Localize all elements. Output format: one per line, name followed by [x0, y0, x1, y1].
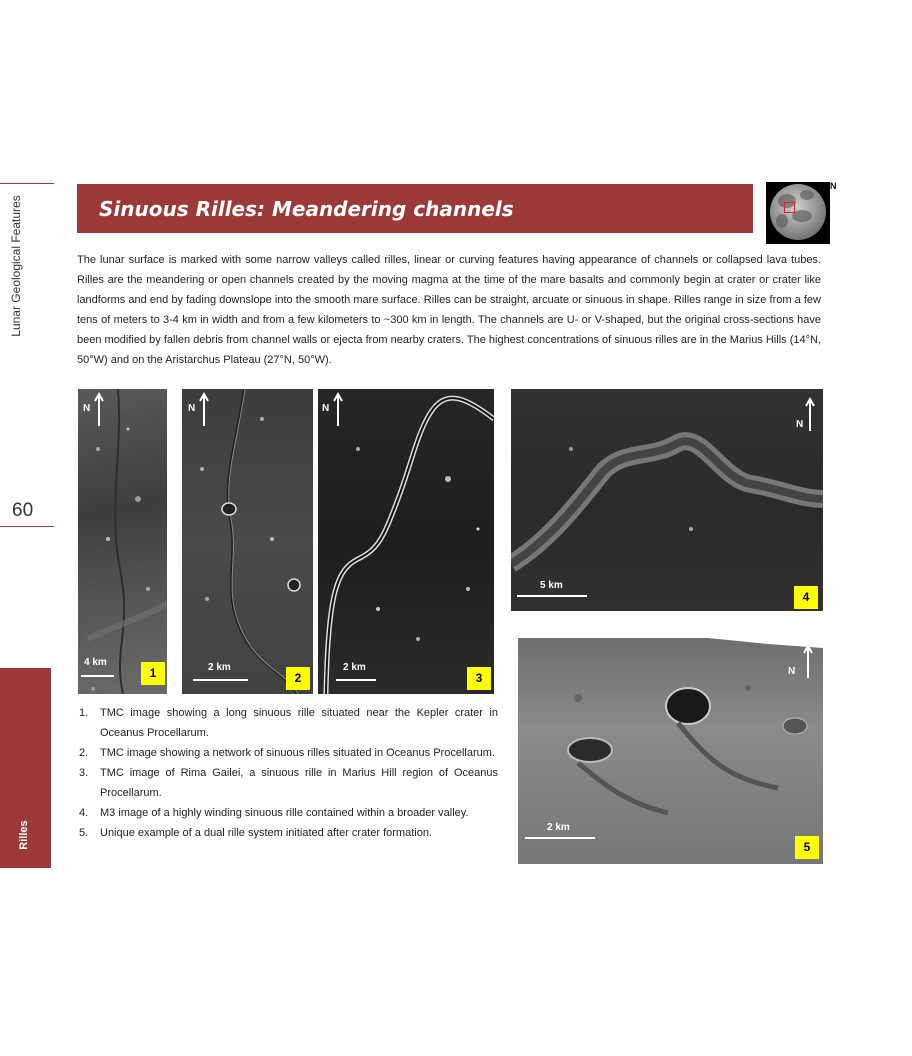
- north-label: N: [796, 419, 804, 430]
- scale-bar: [81, 675, 114, 677]
- caption-number: 2.: [79, 747, 89, 759]
- moon-disc: [770, 184, 826, 240]
- caption-text: Unique example of a dual rille system initiated after crater formation.: [100, 827, 432, 839]
- caption-item: [77, 763, 498, 803]
- north-label: N: [188, 403, 196, 414]
- scale-bar-label: 2 km: [547, 822, 570, 833]
- title-banner: [77, 184, 753, 233]
- north-arrow-icon: [199, 392, 209, 426]
- locator-north-label: N: [830, 181, 837, 191]
- scale-bar: [336, 679, 376, 681]
- caption-text: TMC image of Rima Gailei, a sinuous rille in Marius Hill region of Oceanus Procellarum.: [100, 767, 498, 799]
- page-number-rule: [0, 526, 54, 527]
- figure-3-image: [318, 389, 494, 694]
- north-arrow-icon: [94, 392, 104, 426]
- north-arrow-icon: [803, 644, 813, 678]
- figure-1-image: [78, 389, 167, 694]
- caption-number: 5.: [79, 827, 89, 839]
- moon-locator-image: [766, 182, 830, 244]
- location-marker: [784, 202, 795, 213]
- scale-bar: [193, 679, 248, 681]
- figure-number-badge: 5: [795, 836, 819, 859]
- north-arrow-icon: [333, 392, 343, 426]
- page-title: Sinuous Rilles: Meandering channels: [99, 197, 514, 221]
- scale-bar: [517, 595, 587, 597]
- lunar-surface-texture: [78, 389, 167, 694]
- caption-item: [77, 743, 498, 763]
- lunar-surface-texture: [511, 389, 823, 611]
- scale-bar-label: 4 km: [84, 657, 107, 668]
- scale-bar-label: 2 km: [208, 662, 231, 673]
- scale-bar: [525, 837, 595, 839]
- figure-number-badge: 1: [141, 662, 165, 685]
- caption-text: M3 image of a highly winding sinuous rille contained within a broader valley.: [100, 807, 469, 819]
- scale-bar-label: 2 km: [343, 662, 366, 673]
- scale-bar-label: 5 km: [540, 580, 563, 591]
- caption-number: 4.: [79, 807, 89, 819]
- figure-captions: [77, 703, 498, 843]
- intro-paragraph: The lunar surface is marked with some narrow valleys called rilles, linear or curving features having appearance of channels or collapsed lava tubes. Rilles are the meandering or open channels created by the moving magma at the time of the mare basalts and commonly begin at crater or crater like landforms and end by fading downslope into the smooth mare surface. Rilles can be straight, arcuate or sinuous in shape. Rilles range in size from a few tens of meters to 3-4 km in width and from a few kilometers to ~300 km in length. The channels are U- or V-shaped, but the original cross-sections have been modified by fallen debris from channel walls or ejecta from nearby craters. The highest concentrations of sinuous rilles are in the Marius Hills (14°N, 50°W) and on the Aristarchus Plateau (27°N, 50°W).: [77, 254, 821, 366]
- figure-2-image: [182, 389, 313, 694]
- figure-5-image: [518, 638, 823, 864]
- lunar-surface-texture: [318, 389, 494, 694]
- caption-number: 3.: [79, 767, 89, 779]
- north-label: N: [83, 403, 91, 414]
- caption-number: 1.: [79, 707, 89, 719]
- north-arrow-icon: [805, 397, 815, 431]
- north-label: N: [788, 666, 796, 677]
- chapter-tab-label: Rilles: [18, 820, 30, 850]
- figure-number-badge: 4: [794, 586, 818, 609]
- figure-number-badge: 2: [286, 667, 310, 690]
- caption-text: TMC image showing a network of sinuous rilles situated in Oceanus Procellarum.: [100, 747, 495, 759]
- figure-4-image: [511, 389, 823, 611]
- north-label: N: [322, 403, 330, 414]
- figure-number-badge: 3: [467, 667, 491, 690]
- caption-item: [77, 803, 498, 823]
- lunar-surface-texture: [182, 389, 313, 694]
- caption-text: TMC image showing a long sinuous rille situated near the Kepler crater in Oceanus Procellarum.: [100, 707, 498, 739]
- caption-item: [77, 703, 498, 743]
- section-title: Lunar Geological Features: [9, 195, 23, 337]
- page-number: 60: [12, 500, 34, 521]
- caption-item: [77, 823, 498, 843]
